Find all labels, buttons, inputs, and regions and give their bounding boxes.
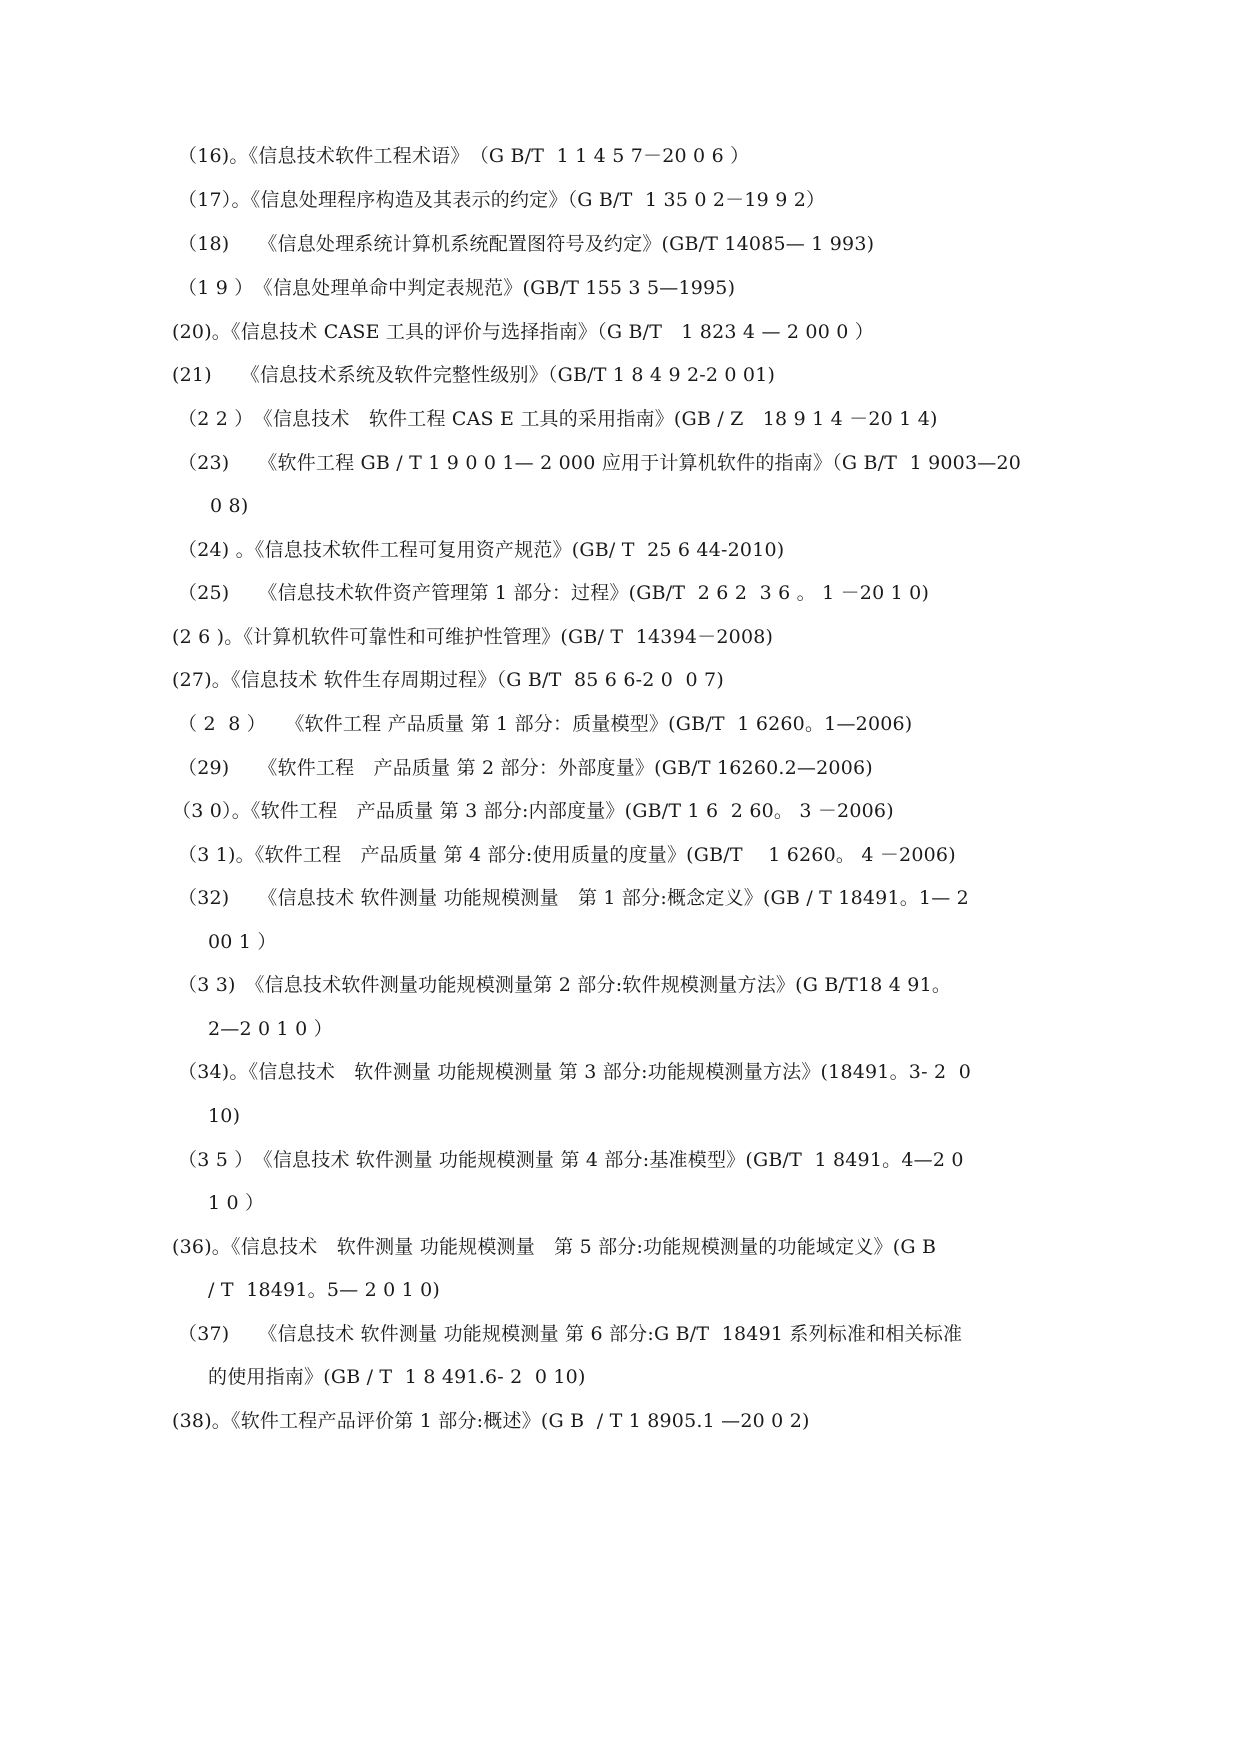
list-item-continuation: 00 1 ） <box>208 931 277 953</box>
list-item: （3 1)。《软件工程 产品质量 第 4 部分:使用质量的度量》(GB/T 1 6260。 4 －2006) <box>178 844 956 866</box>
list-item: （34)。《信息技术 软件测量 功能规模测量 第 3 部分:功能规模测量方法》(18491。3- 2 0 <box>178 1061 971 1083</box>
list-item: (27)。《信息技术 软件生存周期过程》（G B/T 85 6 6-2 0 0 7) <box>172 669 724 691</box>
list-item: （16)。《信息技术软件工程术语》 （G B/T 1 1 4 5 7－20 0 6 ） <box>178 145 750 167</box>
list-item: （25) 《信息技术软件资产管理第 1 部分：过程》(GB/T 2 6 2 3 6 。 1 －20 1 0) <box>178 582 930 604</box>
list-item: （2 2 ） 《信息技术 软件工程 CAS E 工具的采用指南》(GB / Z 18 9 1 4 －20 1 4) <box>178 408 938 430</box>
list-item: （17）。《信息处理程序构造及其表示的约定》（G B/T 1 35 0 2－19 9 2） <box>178 189 826 211</box>
list-item-continuation: 10) <box>208 1105 241 1127</box>
list-item-continuation: / T 18491。5— 2 0 1 0) <box>208 1279 441 1301</box>
list-item-continuation: 0 8) <box>210 495 249 517</box>
list-item: (20)。《信息技术 CASE 工具的评价与选择指南》（G B/T 1 823 4 — 2 00 0 ） <box>172 321 874 343</box>
list-item: （18) 《信息处理系统计算机系统配置图符号及约定》(GB/T 14085— 1 993) <box>178 233 875 255</box>
list-item-continuation: 1 0 ） <box>208 1192 265 1214</box>
list-item: (38)。《软件工程产品评价第 1 部分:概述》(G B / T 1 8905.1 —20 0 2) <box>172 1410 810 1432</box>
list-item-continuation: 2—2 0 1 0 ） <box>208 1018 333 1040</box>
list-item: （1 9 ） 《信息处理单命中判定表规范》(GB/T 155 3 5—1995) <box>178 277 736 299</box>
list-item: (36)。《信息技术 软件测量 功能规模测量 第 5 部分:功能规模测量的功能域定义》(G B <box>172 1236 937 1258</box>
list-item: (21) 《信息技术系统及软件完整性级别》（GB/T 1 8 4 9 2-2 0 01) <box>172 364 776 386</box>
list-item: （3 0）。《软件工程 产品质量 第 3 部分:内部度量》(GB/T 1 6 2 60。 3 －2006) <box>172 800 894 822</box>
list-item-continuation: 的使用指南》(GB / T 1 8 491.6- 2 0 10) <box>208 1366 586 1388</box>
list-item: （32) 《信息技术 软件测量 功能规模测量 第 1 部分:概念定义》(GB / T 18491。1— 2 <box>178 887 969 909</box>
list-item: （ 2 8 ） 《软件工程 产品质量 第 1 部分：质量模型》(GB/T 1 6260。1—2006) <box>178 713 913 735</box>
list-item: （29) 《软件工程 产品质量 第 2 部分：外部度量》(GB/T 16260.2—2006) <box>178 757 873 779</box>
list-item: (2 6 )。《计算机软件可靠性和可维护性管理》(GB/ T 14394－2008) <box>172 626 774 648</box>
list-item: （23) 《软件工程 GB / T 1 9 0 0 1— 2 000 应用于计算机软件的指南》（G B/T 1 9003—20 <box>178 452 1022 474</box>
list-item: （24) 。《信息技术软件工程可复用资产规范》(GB/ T 25 6 44-2010) <box>178 539 785 561</box>
list-item: （3 5 ） 《信息技术 软件测量 功能规模测量 第 4 部分:基准模型》(GB/T 1 8491。4—2 0 <box>178 1149 964 1171</box>
list-item: （3 3) 《信息技术软件测量功能规模测量第 2 部分:软件规模测量方法》(G B/T18 4 91。 <box>178 974 952 996</box>
list-item: （37) 《信息技术 软件测量 功能规模测量 第 6 部分:G B/T 18491 系列标准和相关标准 <box>178 1323 963 1345</box>
